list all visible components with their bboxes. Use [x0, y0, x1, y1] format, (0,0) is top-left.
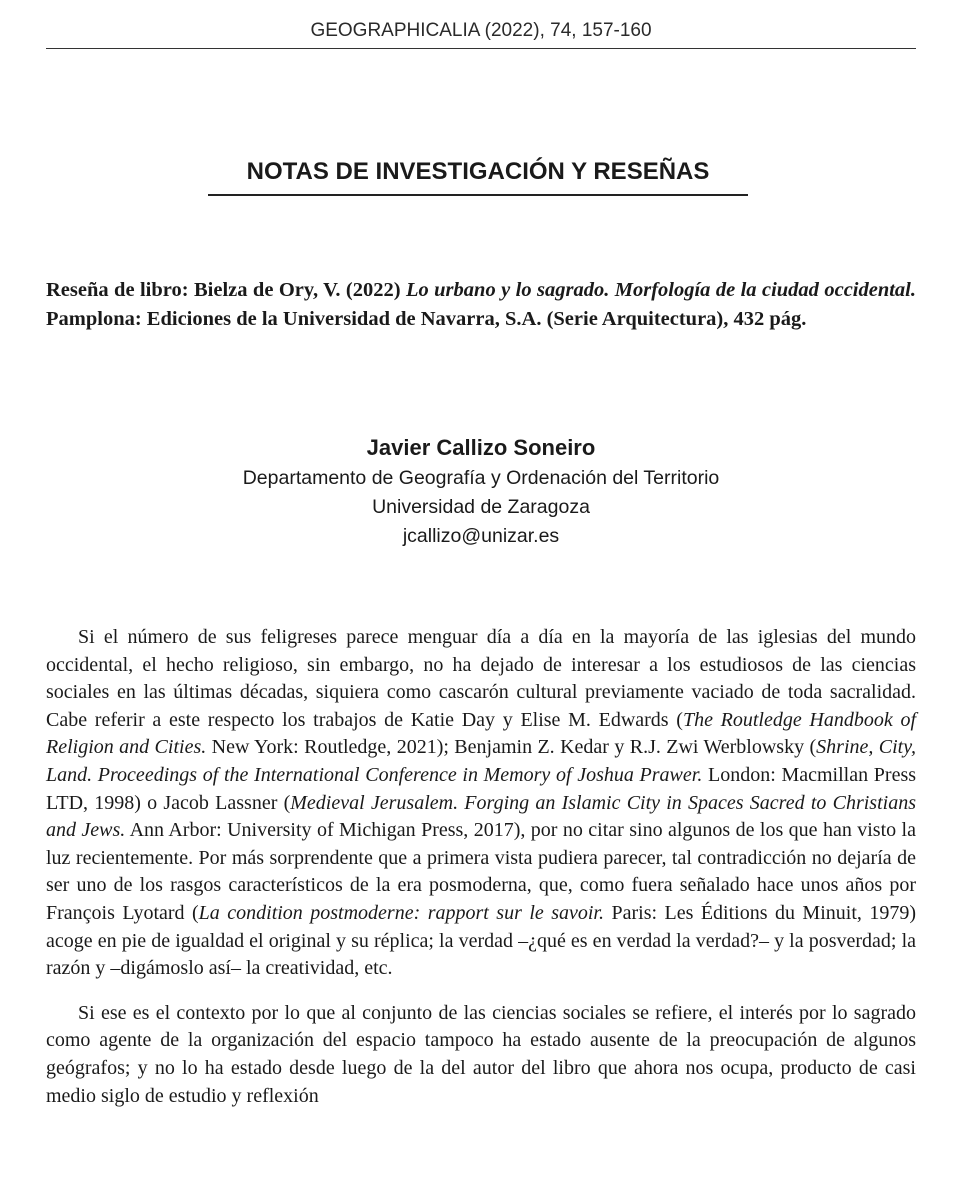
paragraph-1 [46, 624, 916, 983]
author-department: Departamento de Geografía y Ordenación del Territorio [242, 467, 720, 489]
running-header: GEOGRAPHICALIA (2022), 74, 157-160 [46, 20, 916, 49]
p1-text-4: Ann Arbor: University of Michigan Press, 2017), por no citar sino algunos de los que han visto la luz recientemente. Por más sorprendente que a primera vista pudiera parecer, tal contradicción no dejaría de ser uno de los rasgos característicos de la era posmoderna, que, como fuera señalado hace unos años por François Lyotard ( [46, 819, 916, 924]
paragraph-2: Si ese es el contexto por lo que al conjunto de las ciencias sociales se refiere, el interés por lo sagrado como agente de la organización del espacio tampoco ha estado ausente de la preocupación de algunos geógrafos; y no lo ha estado desde luego de la del autor del libro que ahora nos ocupa, producto de casi medio siglo de estudio y reflexión [46, 1001, 916, 1107]
review-prefix: Reseña de libro: Bielza de Ory, V. (2022) [46, 279, 406, 301]
p1-text-1: Si el número de sus feligreses parece menguar día a día en la mayoría de las iglesias del mundo occidental, el hecho religioso, sin embargo, no ha dejado de interesar a los estudiosos de las ciencias sociales en las últimas décadas, siquiera como cascarón cultural previamente vaciado de toda sacralidad. Cabe referir a este respecto los trabajos de Katie Day y Elise M. Edwards ( [46, 626, 916, 731]
p1-citation-2: Shrine, City, Land. Proceedings of the International Conference in Memory of Joshua Prawer. [46, 736, 916, 786]
publication-info: Pamplona: Ediciones de la Universidad de Navarra, S.A. (Serie Arquitectura), 432 pág. [46, 308, 807, 330]
book-title: Lo urbano y lo sagrado. Morfología de la ciudad occidental. [405, 279, 916, 301]
p1-text-3: London: Macmillan Press LTD, 1998) o Jacob Lassner ( [46, 763, 917, 814]
author-block [46, 432, 916, 551]
p1-citation-3: Medieval Jerusalem. Forging an Islamic City in Spaces Sacred to Christians and Jews. [46, 791, 916, 842]
p1-text-5: Paris: Les Éditions du Minuit, 1979) acoge en pie de igualdad el original y su réplica; la verdad –¿qué es en verdad la verdad?– y la posverdad; la razón y –digámoslo así– la creatividad, etc. [46, 901, 917, 980]
review-reference [46, 276, 916, 334]
p1-citation-1: The Routledge Handbook of Religion and Cities. [46, 708, 916, 759]
section-title: NOTAS DE INVESTIGACIÓN Y RESEÑAS [208, 158, 748, 196]
author-university: Universidad de Zaragoza [372, 496, 590, 518]
body-text [46, 624, 916, 1110]
author-name: Javier Callizo Soneiro [366, 435, 596, 460]
p1-text-2: New York: Routledge, 2021); Benjamin Z. Kedar y R.J. Zwi Werblowsky ( [206, 736, 817, 759]
author-email[interactable]: jcallizo@unizar.es [402, 525, 560, 547]
p1-citation-4: La condition postmoderne: rapport sur le savoir. [198, 901, 605, 924]
